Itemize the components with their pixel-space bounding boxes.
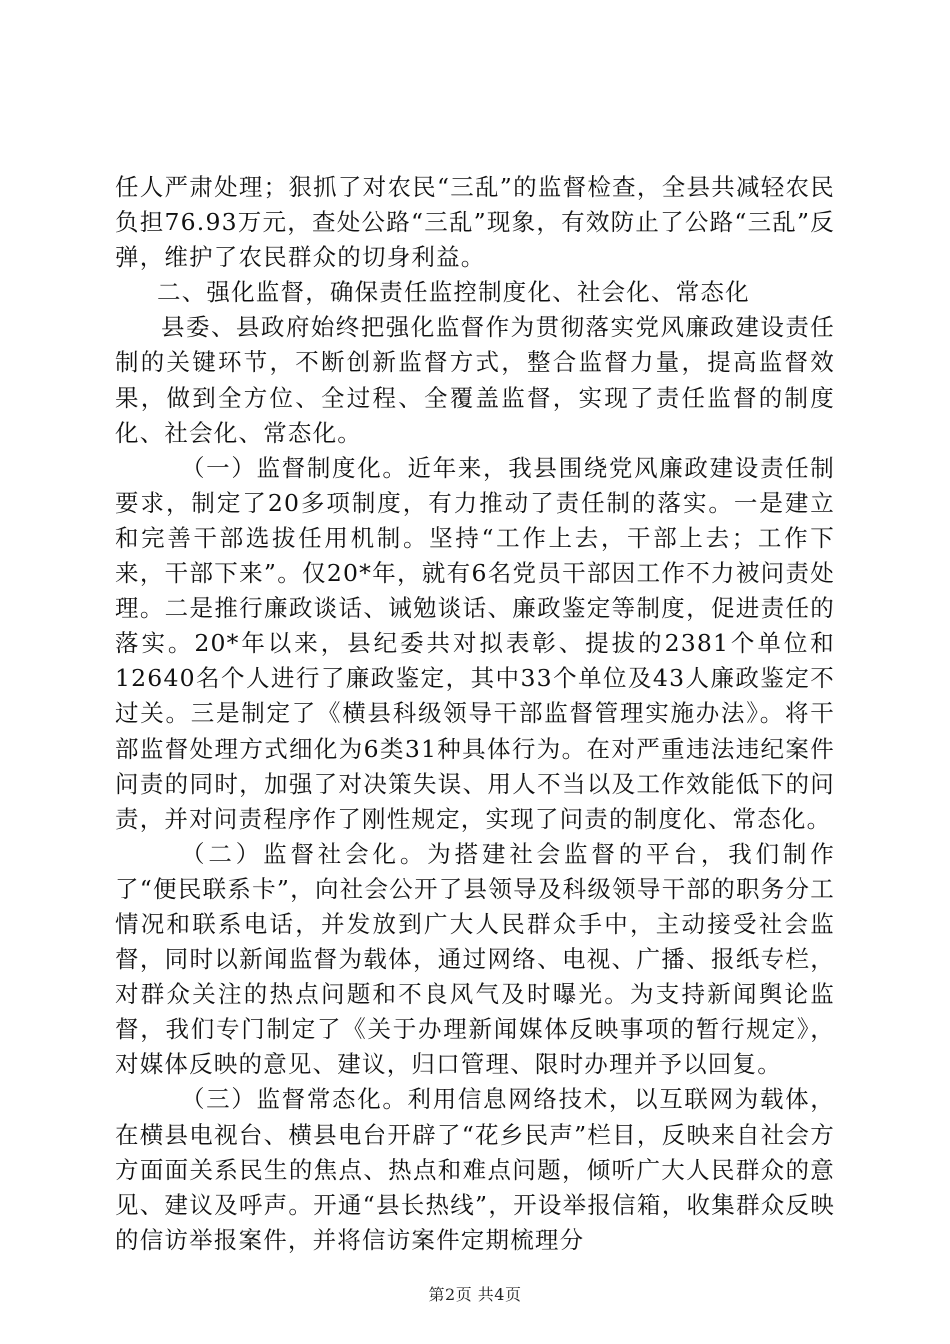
paragraph-subsection-3: （三）监督常态化。利用信息网络技术，以互联网为载体，在横县电视台、横县电台开辟了“花乡民声”栏目，反映来自社会方方面面关系民生的焦点、热点和难点问题，倾听广大人民群众的意见、建议及呼声。开通“县长热线”，开设举报信箱，收集群众反映的信访举报案件，并将信访案件定期梳理分: [115, 1085, 835, 1254]
paragraph-intro: 县委、县政府始终把强化监督作为贯彻落实党风廉政建设责任制的关键环节，不断创新监督方式，整合监督力量，提高监督效果，做到全方位、全过程、全覆盖监督，实现了责任监督的制度化、社会化、常态化。: [115, 313, 835, 447]
paragraph-subsection-1: （一）监督制度化。近年来，我县围绕党风廉政建设责任制要求，制定了20多项制度，有力推动了责任制的落实。一是建立和完善干部选拔任用机制。坚持“工作上去，干部上去；工作下来，干部下来”。仅20*年，就有6名党员干部因工作不力被问责处理。二是推行廉政谈话、诫勉谈话、廉政鉴定等制度，促进责任的落实。20*年以来，县纪委共对拟表彰、提拔的2381个单位和12640名个人进行了廉政鉴定，其中33个单位及43人廉政鉴定不过关。三是制定了《横县科级领导干部监督管理实施办法》。将干部监督处理方式细化为6类31种具体行为。在对严重违法违纪案件问责的同时，加强了对决策失误、用人不当以及工作效能低下的问责，并对问责程序作了刚性规定，实现了问责的制度化、常态化。: [115, 453, 835, 833]
section-heading: 二、强化监督，确保责任监控制度化、社会化、常态化: [157, 278, 750, 307]
page-footer: 第2页 共4页: [428, 1285, 522, 1304]
paragraph-continuation: 任人严肃处理；狠抓了对农民“三乱”的监督检查，全县共减轻农民负担76.93万元，查处公路“三乱”现象，有效防止了公路“三乱”反弹，维护了农民群众的切身利益。: [115, 173, 835, 272]
document-body: [115, 170, 835, 1258]
paragraph-subsection-2: （二）监督社会化。为搭建社会监督的平台，我们制作了“便民联系卡”，向社会公开了县领导及科级领导干部的职务分工情况和联系电话，并发放到广大人民群众手中，主动接受社会监督，同时以新闻监督为载体，通过网络、电视、广播、报纸专栏，对群众关注的热点问题和不良风气及时曝光。为支持新闻舆论监督，我们专门制定了《关于办理新闻媒体反映事项的暂行规定》，对媒体反映的意见、建议，归口管理、限时办理并予以回复。: [115, 839, 835, 1079]
